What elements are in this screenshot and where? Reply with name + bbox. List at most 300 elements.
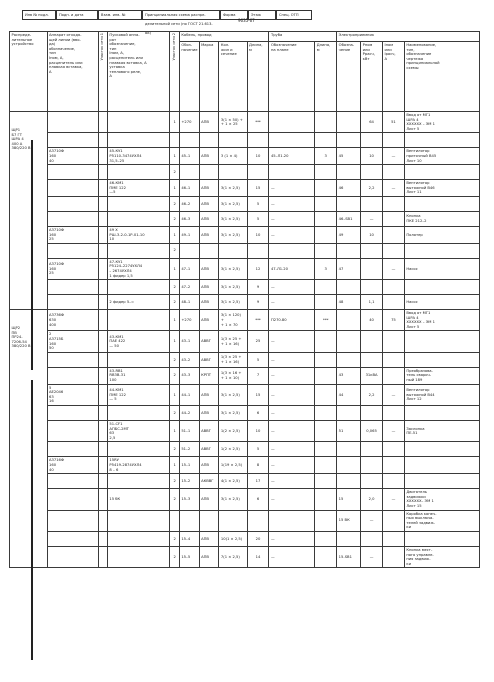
receiver-current-cell: — [383,384,405,405]
apparatus-cell [47,474,98,489]
section1-cell [98,148,107,165]
receiver-current-cell [383,165,405,180]
receiver-power-cell: — [361,546,383,567]
receiver-power-cell: 10 [361,226,383,243]
receiver-name-cell [404,280,479,295]
section2-cell: 1 [170,384,179,405]
receiver-designation-cell: 15-SB1 [337,546,361,567]
section1-cell [98,406,107,421]
starter-cell: 43-КМ1 ПАЕ 422 — 50 [107,331,170,352]
receiver-name-cell: Насос [404,258,479,279]
receiver-designation-cell [337,243,361,258]
table-row [10,165,480,180]
cable-designation-cell: 46–2 [179,196,199,211]
receiver-designation-cell [337,331,361,352]
apparatus-cell [47,442,98,457]
apparatus-cell [47,211,98,226]
cable-designation-cell: +270 [179,310,199,331]
section2-cell: 2 [170,196,179,211]
col-device: Распреде- лительное устройство [10,32,48,112]
section1-cell [98,180,107,197]
receiver-designation-cell: 49 [337,226,361,243]
receiver-current-cell [383,226,405,243]
apparatus-cell: 2 А3715Б 160 50 [47,331,98,352]
col-receiver-designation: Обозна- чение [337,42,361,112]
cable-cores-cell: 3(1 × 2,5) [219,196,247,211]
cable-length-cell: 6 [247,489,269,510]
receiver-designation-cell: 48 [337,295,361,310]
receiver-power-cell: 1,1 [361,295,383,310]
table-row [10,295,480,310]
receiver-power-cell [361,258,383,279]
receiver-designation-cell: 43 [337,367,361,384]
cable-length-cell: 9 [247,295,269,310]
section2-cell: 2 [170,165,179,180]
section1-cell [98,165,107,180]
starter-cell [107,531,170,546]
cable-cores-cell: 3(1 × 2,5) [219,280,247,295]
table-row [10,531,480,546]
receiver-power-cell: 2,2 [361,384,383,405]
receiver-name-cell: Вентилятор вытяжной В44 Лист 12 [404,384,479,405]
pipe-length-cell [315,112,337,133]
receiver-name-cell [404,457,479,474]
pipe-designation-cell [269,112,315,133]
pipe-designation-cell: — [269,211,315,226]
receiver-designation-cell [337,280,361,295]
table-row [10,489,480,510]
pipe-designation-cell: — [269,531,315,546]
receiver-power-cell [361,165,383,180]
pipe-length-cell [315,211,337,226]
col-cable-cores: Кол. жил и сечение [219,42,247,112]
receiver-designation-cell [337,196,361,211]
pipe-designation-cell: — [269,367,315,384]
cable-designation-cell: 15–5 [179,546,199,567]
receiver-name-cell: Преобразова- тель свароч- ный 189 [404,367,479,384]
section1-cell [98,474,107,489]
cable-designation-cell: 46–3 [179,211,199,226]
cable-brand-cell: АПВ [199,258,219,279]
apparatus-cell [47,243,98,258]
receiver-designation-cell: 15 [337,489,361,510]
table-row [10,352,480,367]
cable-cores-cell: 3(1 × 2,5) [219,180,247,197]
starter-cell: 46-КМ1 ПМЕ 122 —5 [107,180,170,197]
cable-length-cell: 10 [247,421,269,442]
col-group-receiver: Электроприемник [337,32,480,42]
pipe-designation-cell: — [269,474,315,489]
cable-length-cell: 5 [247,352,269,367]
cable-length-cell [247,243,269,258]
cable-brand-cell: АПВ [199,531,219,546]
col-receiver-current: Iном или Iрасч, А [383,42,405,112]
cable-length-cell: 12 [247,258,269,279]
pipe-designation-cell: — [269,546,315,567]
pipe-designation-cell: — [269,196,315,211]
section1-cell [98,457,107,474]
starter-cell [107,133,170,148]
receiver-current-cell [383,295,405,310]
section1-cell [98,133,107,148]
stamp-form: Форма [220,10,248,20]
receiver-name-cell: Кнопка ПКЕ 212–2 [404,211,479,226]
pipe-length-cell: *** [315,310,337,331]
cable-length-cell: *** [247,310,269,331]
cable-cores-cell: 3(1 × 2,5) [219,489,247,510]
receiver-current-cell [383,211,405,226]
table-row [10,442,480,457]
receiver-designation-cell [337,531,361,546]
receiver-power-cell [361,406,383,421]
receiver-name-cell: Полотер [404,226,479,243]
receiver-name-cell: Вентилятор приточный В45 Лист 10 [404,148,479,165]
cable-cores-cell: 3 (1 × 4) [219,148,247,165]
receiver-power-cell: 64 [361,112,383,133]
starter-cell [107,243,170,258]
receiver-name-cell [404,474,479,489]
starter-cell [107,196,170,211]
table-row [10,133,480,148]
cable-brand-cell [199,133,219,148]
section2-cell: 2 [170,531,179,546]
receiver-power-cell [361,457,383,474]
starter-cell [107,211,170,226]
cable-length-cell: 14 [247,546,269,567]
pipe-length-cell [315,546,337,567]
stamp-inventory: Инв № подл. [22,10,56,20]
cable-designation-cell: 43–3 [179,367,199,384]
receiver-designation-cell [337,442,361,457]
receiver-name-cell [404,165,479,180]
pipe-length-cell [315,133,337,148]
col-cable-length: Длина, м [247,42,269,112]
pipe-designation-cell: — [269,489,315,510]
col-apparatus: Аппарат отходя- щей линии (вво- да) обозначение, тип Iном, А, расцепитель или плавкая вставка, А [47,32,98,112]
section1-cell [98,258,107,279]
receiver-name-cell [404,196,479,211]
section1-cell [98,280,107,295]
cable-brand-cell: АПВ [199,280,219,295]
section2-cell: 2 [170,211,179,226]
apparatus-cell: А3736Ф 630 400 [47,310,98,331]
distribution-schedule-table [9,31,480,568]
table-row [10,211,480,226]
pipe-length-cell [315,180,337,197]
cable-cores-cell [219,510,247,531]
apparatus-cell [47,367,98,384]
apparatus-cell [47,165,98,180]
cable-cores-cell [219,133,247,148]
section2-cell: 1 [170,226,179,243]
cable-length-cell: 9 [247,280,269,295]
section2-cell: 1 [170,310,179,331]
cable-cores-cell: 4(1 × 2,5) [219,474,247,489]
cable-length-cell: 25 [247,331,269,352]
cable-brand-cell: АПВ [199,148,219,165]
pipe-length-cell [315,474,337,489]
section2-cell: 1 [170,180,179,197]
pipe-designation-cell [269,510,315,531]
receiver-name-cell [404,133,479,148]
table-row [10,180,480,197]
cable-designation-cell: 51–2 [179,442,199,457]
receiver-power-cell: 2,2 [361,180,383,197]
cable-cores-cell: 1(3 × 25 + + 1 × 16) [219,352,247,367]
col-pipe-length: Длина, м [315,42,337,112]
pipe-designation-cell: — [269,384,315,405]
section2-cell: 1 [170,112,179,133]
receiver-designation-cell [337,352,361,367]
starter-cell: 45-КУ1 Р5110-3474УХЛ4 31,5–25 [107,148,170,165]
cable-designation-cell [179,243,199,258]
busbar-line [31,380,33,660]
cable-length-cell: *** [247,112,269,133]
cable-cores-cell: 1(3 × 25 + + 1 × 16) [219,331,247,352]
pipe-length-cell [315,367,337,384]
pipe-designation-cell: П270.80 [269,310,315,331]
receiver-power-cell [361,133,383,148]
receiver-current-cell: 75 [383,310,405,331]
cable-designation-cell: 15–4 [179,531,199,546]
section1-cell [98,352,107,367]
stamp-title: Принципиальная схема распре- делительной сети (по ГОСТ 21.613-88) [142,10,220,20]
cable-brand-cell [199,165,219,180]
cable-brand-cell: АПВ [199,211,219,226]
starter-cell [107,280,170,295]
cable-brand-cell: АПВ [199,295,219,310]
apparatus-cell: А3716Ф 160 40 [47,457,98,474]
pipe-designation-cell: 45–Л1.20 [269,148,315,165]
cable-cores-cell [219,165,247,180]
receiver-name-cell: Ввод от МГ1 ШРА 4 XXXXXX – ЭМ 1 Лист 5 [404,112,479,133]
receiver-current-cell [383,367,405,384]
cable-designation-cell: 49–1 [179,226,199,243]
pipe-length-cell [315,384,337,405]
device-cell: ЩР1 Б7 ГТ ШРА 4 400 А 380/220 В [10,112,48,310]
pipe-designation-cell: — [269,331,315,352]
receiver-name-cell: Вентилятор вытяжной В46 Лист 11 [404,180,479,197]
section2-cell: 1 [170,457,179,474]
receiver-power-cell: 10 [361,148,383,165]
pipe-designation-cell: — [269,406,315,421]
pipe-designation-cell: — [269,280,315,295]
pipe-length-cell: 3 [315,148,337,165]
table-row [10,384,480,405]
cable-cores-cell: 10(1 × 2,5) [219,531,247,546]
section1-cell [98,331,107,352]
pipe-designation-cell [269,133,315,148]
cable-cores-cell: 3(1 × 120) + + 1 × 70 [219,310,247,331]
cable-length-cell [247,133,269,148]
apparatus-cell [47,180,98,197]
apparatus-cell [47,546,98,567]
cable-cores-cell: 1(2 × 2,5) [219,442,247,457]
col-section-2: Участок сети 2 [170,32,179,112]
receiver-current-cell: 51 [383,112,405,133]
receiver-designation-cell: 47 [337,258,361,279]
receiver-power-cell [361,442,383,457]
apparatus-cell [47,133,98,148]
receiver-power-cell [361,331,383,352]
starter-cell [107,406,170,421]
receiver-power-cell: 2,0 [361,489,383,510]
starter-cell [107,352,170,367]
receiver-designation-cell [337,457,361,474]
section2-cell: 1 [170,331,179,352]
pipe-length-cell [315,226,337,243]
pipe-length-cell [315,510,337,531]
cable-length-cell: 8 [247,457,269,474]
section1-cell [98,442,107,457]
section2-cell: 2 [170,352,179,367]
cable-designation-cell: 48–1 [179,295,199,310]
cable-length-cell: 20 [247,531,269,546]
cable-designation-cell: 44–2 [179,406,199,421]
receiver-designation-cell: 51 [337,421,361,442]
section1-cell [98,531,107,546]
pipe-length-cell [315,442,337,457]
receiver-name-cell: Ввод от МГ1 ШРА 4 XXXXXX – ЭМ 1 Лист 5 [404,310,479,331]
pipe-length-cell [315,280,337,295]
section2-cell: 2 [170,280,179,295]
receiver-current-cell [383,133,405,148]
cable-designation-cell: 15–3 [179,489,199,510]
receiver-designation-cell [337,474,361,489]
receiver-power-cell: 40 [361,310,383,331]
starter-cell: 2 фидер 5–= [107,295,170,310]
table-row [10,546,480,567]
cable-cores-cell: 1(19 × 2,5) [219,457,247,474]
table-row [10,474,480,489]
pipe-designation-cell: — [269,295,315,310]
table-row [10,258,480,279]
cable-cores-cell: 3(1 × 2,5) [219,211,247,226]
receiver-current-cell: — [383,180,405,197]
receiver-current-cell [383,442,405,457]
apparatus-cell: 5 АЕ2046 63 16 [47,384,98,405]
cable-brand-cell: АПВ [199,384,219,405]
cable-brand-cell: КРПТ [199,367,219,384]
receiver-name-cell: Насос [404,295,479,310]
receiver-power-cell [361,531,383,546]
table-row [10,367,480,384]
table-row [10,280,480,295]
cable-brand-cell: АВВГ [199,331,219,352]
receiver-name-cell [404,406,479,421]
cable-brand-cell: АКВВГ [199,474,219,489]
pipe-length-cell [315,421,337,442]
section1-cell [98,243,107,258]
cable-brand-cell: АПВ [199,310,219,331]
section2-cell: 1 [170,258,179,279]
cable-brand-cell: АВВГ [199,442,219,457]
starter-cell [107,165,170,180]
pipe-length-cell [315,457,337,474]
section2-cell: 1 [170,421,179,442]
section1-cell [98,367,107,384]
col-group-pipe: Труба [269,32,337,42]
table-row [10,226,480,243]
cable-length-cell: 7 [247,367,269,384]
stamp-spec: Спец. ОТП [276,10,312,20]
cable-brand-cell: АВВГ [199,421,219,442]
receiver-power-cell [361,280,383,295]
section1-cell [98,226,107,243]
receiver-current-cell [383,531,405,546]
cable-brand-cell: АПВ [199,196,219,211]
receiver-power-cell [361,474,383,489]
pipe-length-cell [315,531,337,546]
cable-cores-cell: 3(1 × 50) + + 1 × 25 [219,112,247,133]
table-row [10,243,480,258]
table-row [10,112,480,133]
cable-designation-cell: 47–1 [179,258,199,279]
cable-designation-cell [179,510,199,531]
receiver-current-cell [383,243,405,258]
apparatus-cell [47,295,98,310]
receiver-designation-cell: 46–SB1 [337,211,361,226]
apparatus-cell [47,112,98,133]
pipe-length-cell [315,489,337,510]
receiver-current-cell [383,457,405,474]
pipe-length-cell [315,406,337,421]
section1-cell [98,295,107,310]
cable-cores-cell: 3(1 × 2,5) [219,226,247,243]
starter-cell [107,442,170,457]
cable-length-cell: 17 [247,474,269,489]
cable-cores-cell: 7(1 × 2,5) [219,546,247,567]
apparatus-cell [47,352,98,367]
col-group-cable: Кабель, провод [179,32,269,42]
cable-length-cell [247,510,269,531]
starter-cell: 47-КУ1 Р5124–2274УХЛ4 – 2674УХЛ4 1 фидер 1,5 [107,258,170,279]
receiver-current-cell [383,196,405,211]
section1-cell [98,384,107,405]
receiver-name-cell: Заслонка ПЕ-51 [404,421,479,442]
cable-designation-cell: 44–1 [179,384,199,405]
receiver-name-cell [404,331,479,352]
section1-cell [98,510,107,531]
starter-cell: 43-RВ1 RВ3В-31 100 [107,367,170,384]
receiver-name-cell: Двигатель задвижки XXXXXX– ЭМ 1 Лист 15 [404,489,479,510]
receiver-power-cell [361,196,383,211]
col-cable-brand: Марка [199,42,219,112]
receiver-current-cell: — [383,258,405,279]
pipe-length-cell [315,243,337,258]
pipe-designation-cell: — [269,457,315,474]
cable-brand-cell: АПВ [199,112,219,133]
cable-length-cell: 10 [247,148,269,165]
schedule-body [10,112,480,568]
starter-cell [107,546,170,567]
cable-designation-cell: 43–2 [179,352,199,367]
starter-cell: 44-КМ1 ПМЕ 122 — 5 [107,384,170,405]
table-row [10,421,480,442]
section1-cell [98,546,107,567]
cable-brand-cell: АПВ [199,180,219,197]
pipe-length-cell [315,295,337,310]
apparatus-cell [47,196,98,211]
stamp-replacement: Взам. инв. № [98,10,142,20]
pipe-length-cell [315,352,337,367]
table-row [10,148,480,165]
section2-cell: 2 [170,367,179,384]
section2-cell: 2 [170,474,179,489]
apparatus-cell: А3710Ф 160 40 [47,148,98,165]
receiver-designation-cell: 44 [337,384,361,405]
cable-length-cell: 5 [247,211,269,226]
